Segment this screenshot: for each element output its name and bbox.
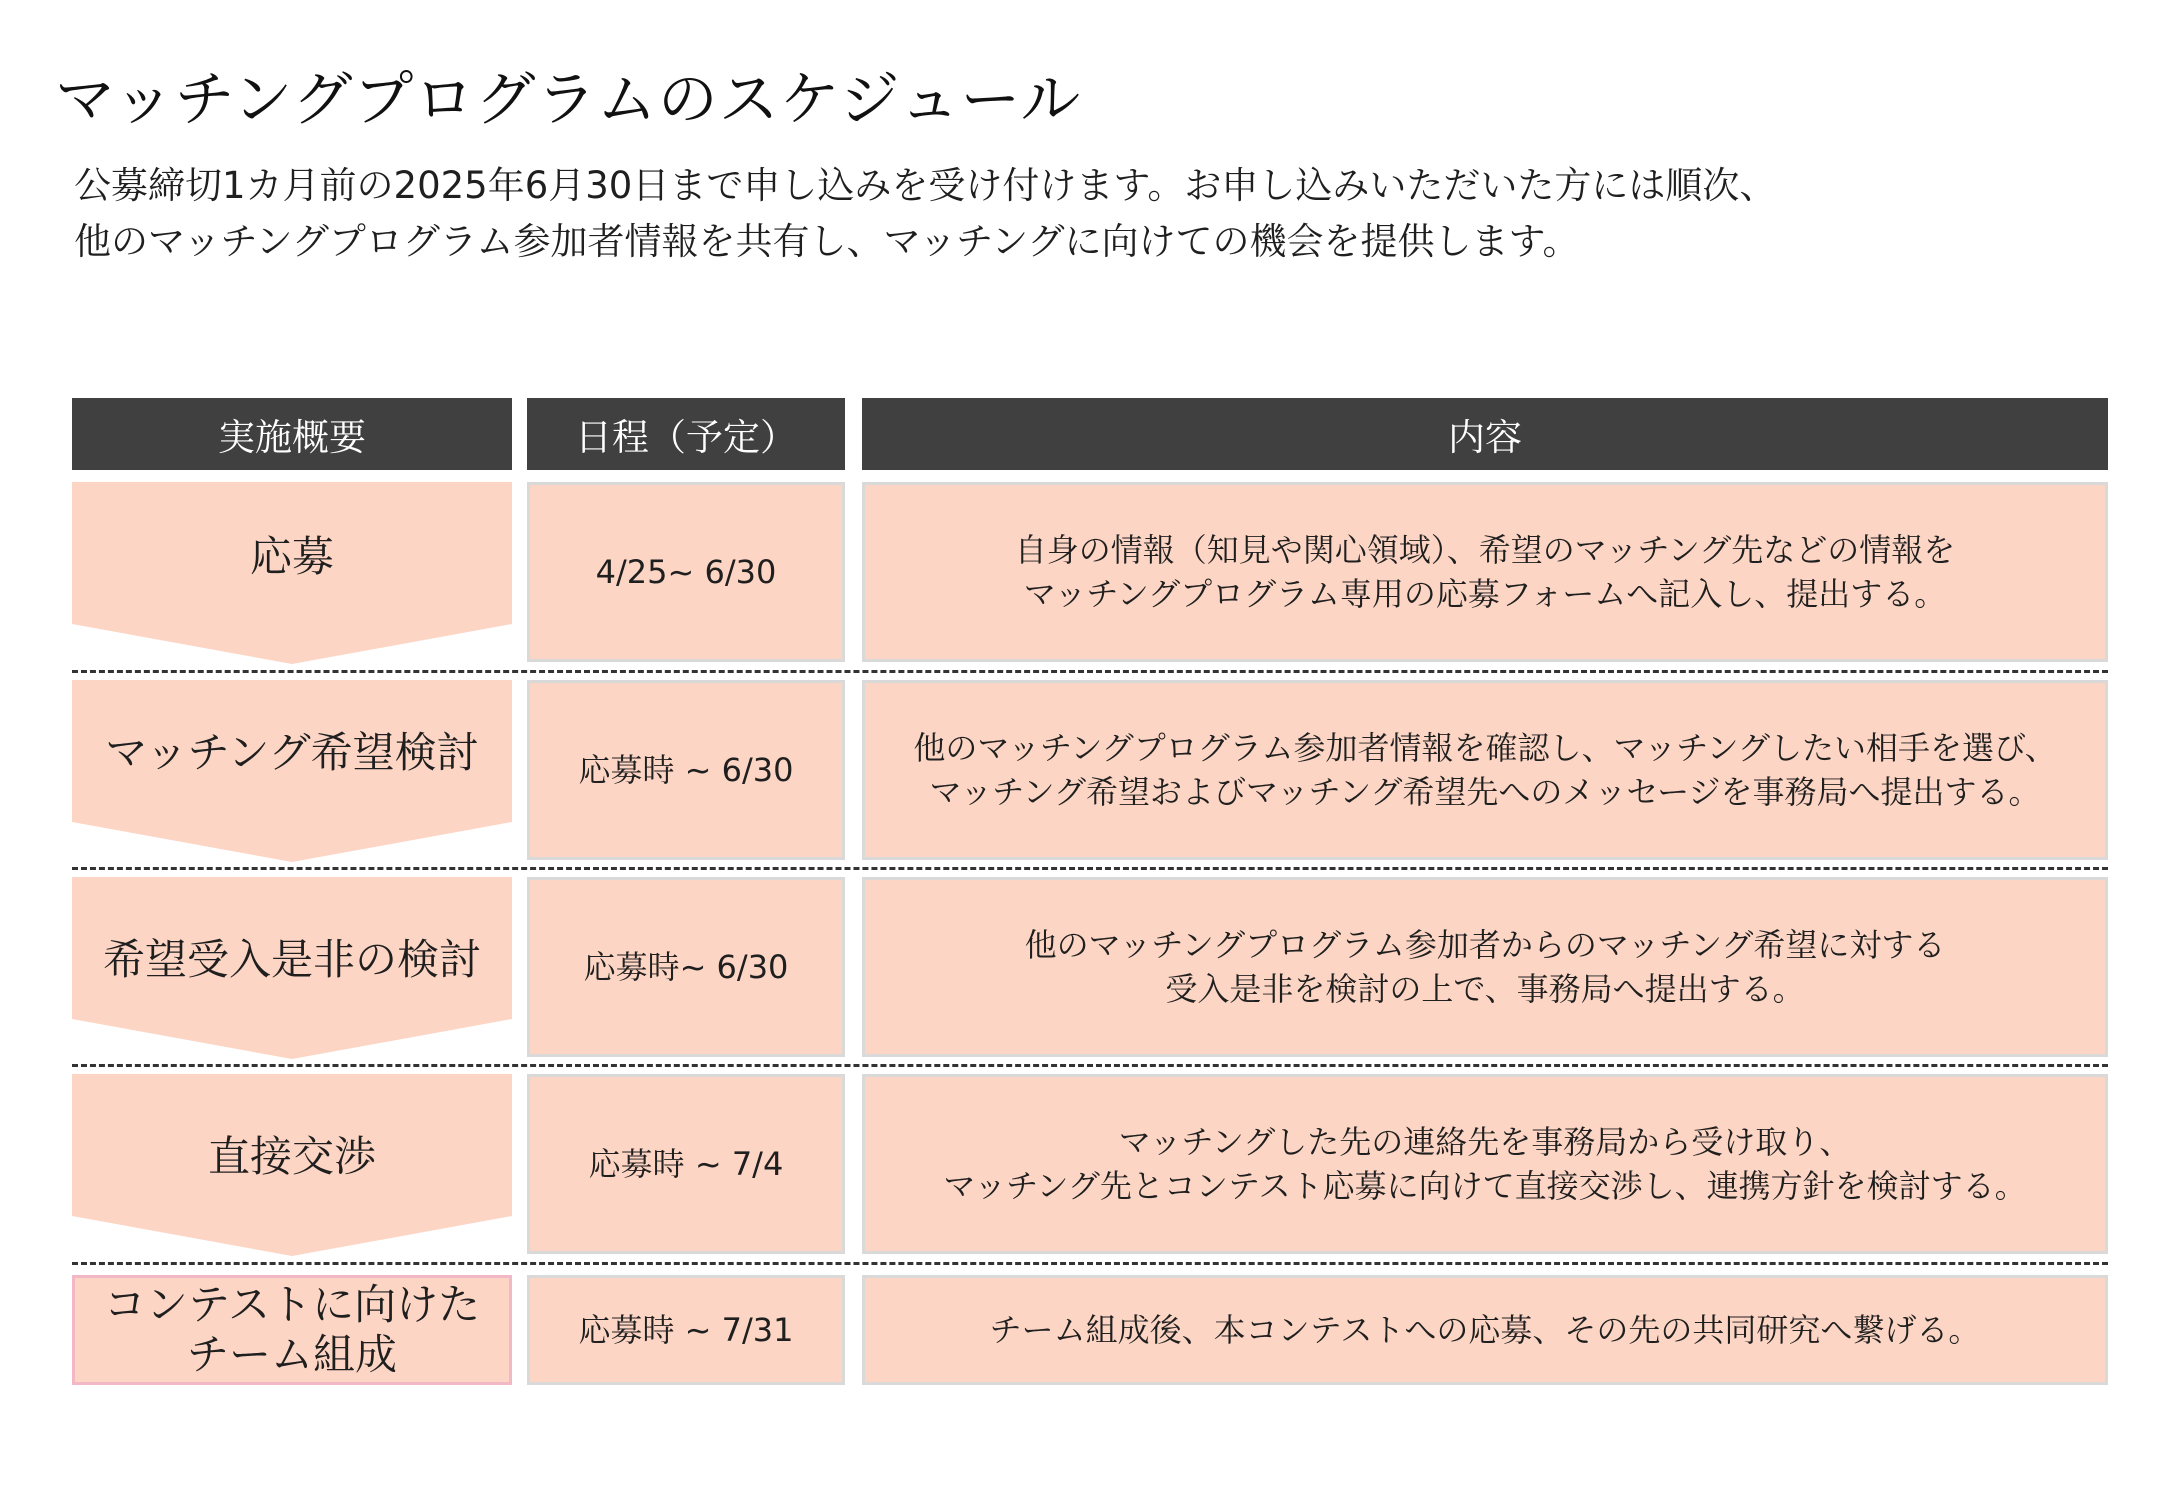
step-arrow-apply [72, 482, 512, 667]
step-label: 応募 [249, 532, 334, 581]
step-label: マッチング希望検討 [105, 728, 479, 777]
date-text: 4/25~ 6/30 [595, 553, 777, 591]
date-text: 応募時 ~ 7/31 [578, 1311, 794, 1349]
date-cell [527, 1275, 845, 1385]
intro-line-2: 他のマッチングプログラム参加者情報を共有し、マッチングに向けての機会を提供します。 [74, 220, 1580, 263]
step-arrow-direct-negotiation [72, 1074, 512, 1259]
description-line: 自身の情報（知見や関心領域）、希望のマッチング先などの情報を [1014, 531, 1956, 569]
intro-text [74, 158, 1776, 270]
header-schedule: 日程（予定） [527, 398, 845, 470]
date-text: 応募時~ 6/30 [583, 948, 789, 986]
description-line: チーム組成後、本コンテストへの応募、その先の共同研究へ繋げる。 [989, 1311, 1981, 1349]
description-cell [862, 1074, 2108, 1254]
date-text: 応募時 ~ 7/4 [588, 1145, 784, 1183]
description-line: 他のマッチングプログラム参加者からのマッチング希望に対する [1024, 926, 1946, 964]
date-cell [527, 877, 845, 1057]
date-cell [527, 1074, 845, 1254]
description-line: マッチングした先の連絡先を事務局から受け取り、 [1118, 1123, 1852, 1161]
step-label: 希望受入是非の検討 [102, 935, 481, 984]
step-arrow-acceptance-review [72, 877, 512, 1062]
description-line: 受入是非を検討の上で、事務局へ提出する。 [1165, 970, 1805, 1008]
row-divider [72, 670, 2108, 673]
header-overview: 実施概要 [72, 398, 512, 470]
step-label-line: コンテストに向けた [103, 1280, 481, 1329]
header-content: 内容 [862, 398, 2108, 470]
date-text: 応募時 ~ 6/30 [578, 751, 794, 789]
row-divider [72, 1064, 2108, 1067]
page-title: マッチングプログラムのスケジュール [55, 65, 1082, 135]
description-cell [862, 482, 2108, 662]
date-cell [527, 680, 845, 860]
description-cell [862, 877, 2108, 1057]
intro-line-1: 公募締切1カ月前の2025年6月30日まで申し込みを受け付けます。お申し込みいただいた方には順次、 [74, 164, 1777, 207]
description-line: 他のマッチングプログラム参加者情報を確認し、マッチングしたい相手を選び、 [913, 729, 2057, 767]
description-line: マッチングプログラム専用の応募フォームへ記入し、提出する。 [1023, 575, 1947, 613]
row-divider [72, 867, 2108, 870]
description-cell [862, 1275, 2108, 1385]
description-line: マッチング先とコンテスト応募に向けて直接交渉し、連携方針を検討する。 [943, 1167, 2027, 1205]
step-label: 直接交渉 [207, 1132, 376, 1181]
step-arrow-matching-review [72, 680, 512, 865]
description-cell [862, 680, 2108, 860]
step-team-formation [72, 1275, 512, 1385]
step-label-line: チーム組成 [186, 1330, 397, 1379]
description-line: マッチング希望およびマッチング希望先へのメッセージを事務局へ提出する。 [929, 773, 2041, 811]
date-cell [527, 482, 845, 662]
row-divider [72, 1262, 2108, 1265]
